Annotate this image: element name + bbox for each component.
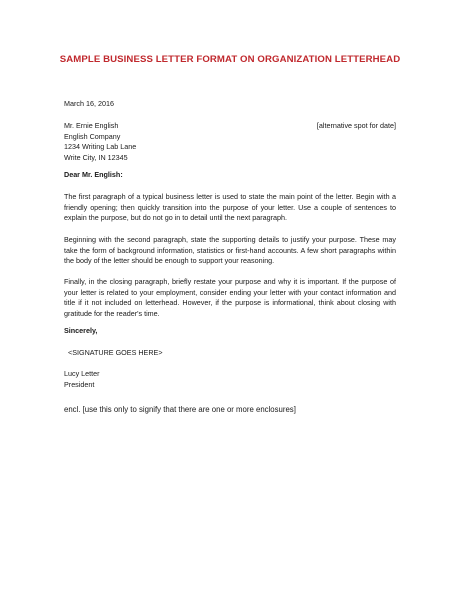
letter-title: SAMPLE BUSINESS LETTER FORMAT ON ORGANIZATION LETTERHEAD [59,54,401,65]
recipient-street: 1234 Writing Lab Lane [64,142,137,152]
body-paragraph-3: Finally, in the closing paragraph, briefly restate your purpose and why it is important. If the purpose of your letter is related to your employment, consider ending your letter with your contact information and title if it not included on letterhead. However, if the purpose is informational, think about closing with gratitude for the reader's time. [64,277,396,318]
signature-placeholder: <SIGNATURE GOES HERE> [68,348,163,357]
recipient-city: Write City, IN 12345 [64,152,128,162]
body-paragraph-2: Beginning with the second paragraph, state the supporting details to justify your purpose. These may take the form of background information, statistics or first-hand accounts. A few short paragraphs within the body of the letter should be enough to support your reasoning. [64,235,396,266]
enclosure-note: encl. [use this only to signify that there are one or more enclosures] [64,405,296,414]
alternative-date-note: [alternative spot for date] [316,121,396,130]
closing: Sincerely, [64,326,98,335]
signer-title: President [64,379,95,389]
salutation: Dear Mr. English: [64,170,123,179]
body-paragraph-1: The first paragraph of a typical business letter is used to state the main point of the letter. Begin with a friendly opening; then quickly transition into the purpose of your letter. Use a couple of sentences to explain the purpose, but do not go in to detail until the next paragraph. [64,192,396,223]
letter-date: March 16, 2016 [64,99,114,108]
signer-name: Lucy Letter [64,369,100,378]
recipient-name: Mr. Ernie English [64,121,119,130]
recipient-company: English Company [64,131,121,141]
